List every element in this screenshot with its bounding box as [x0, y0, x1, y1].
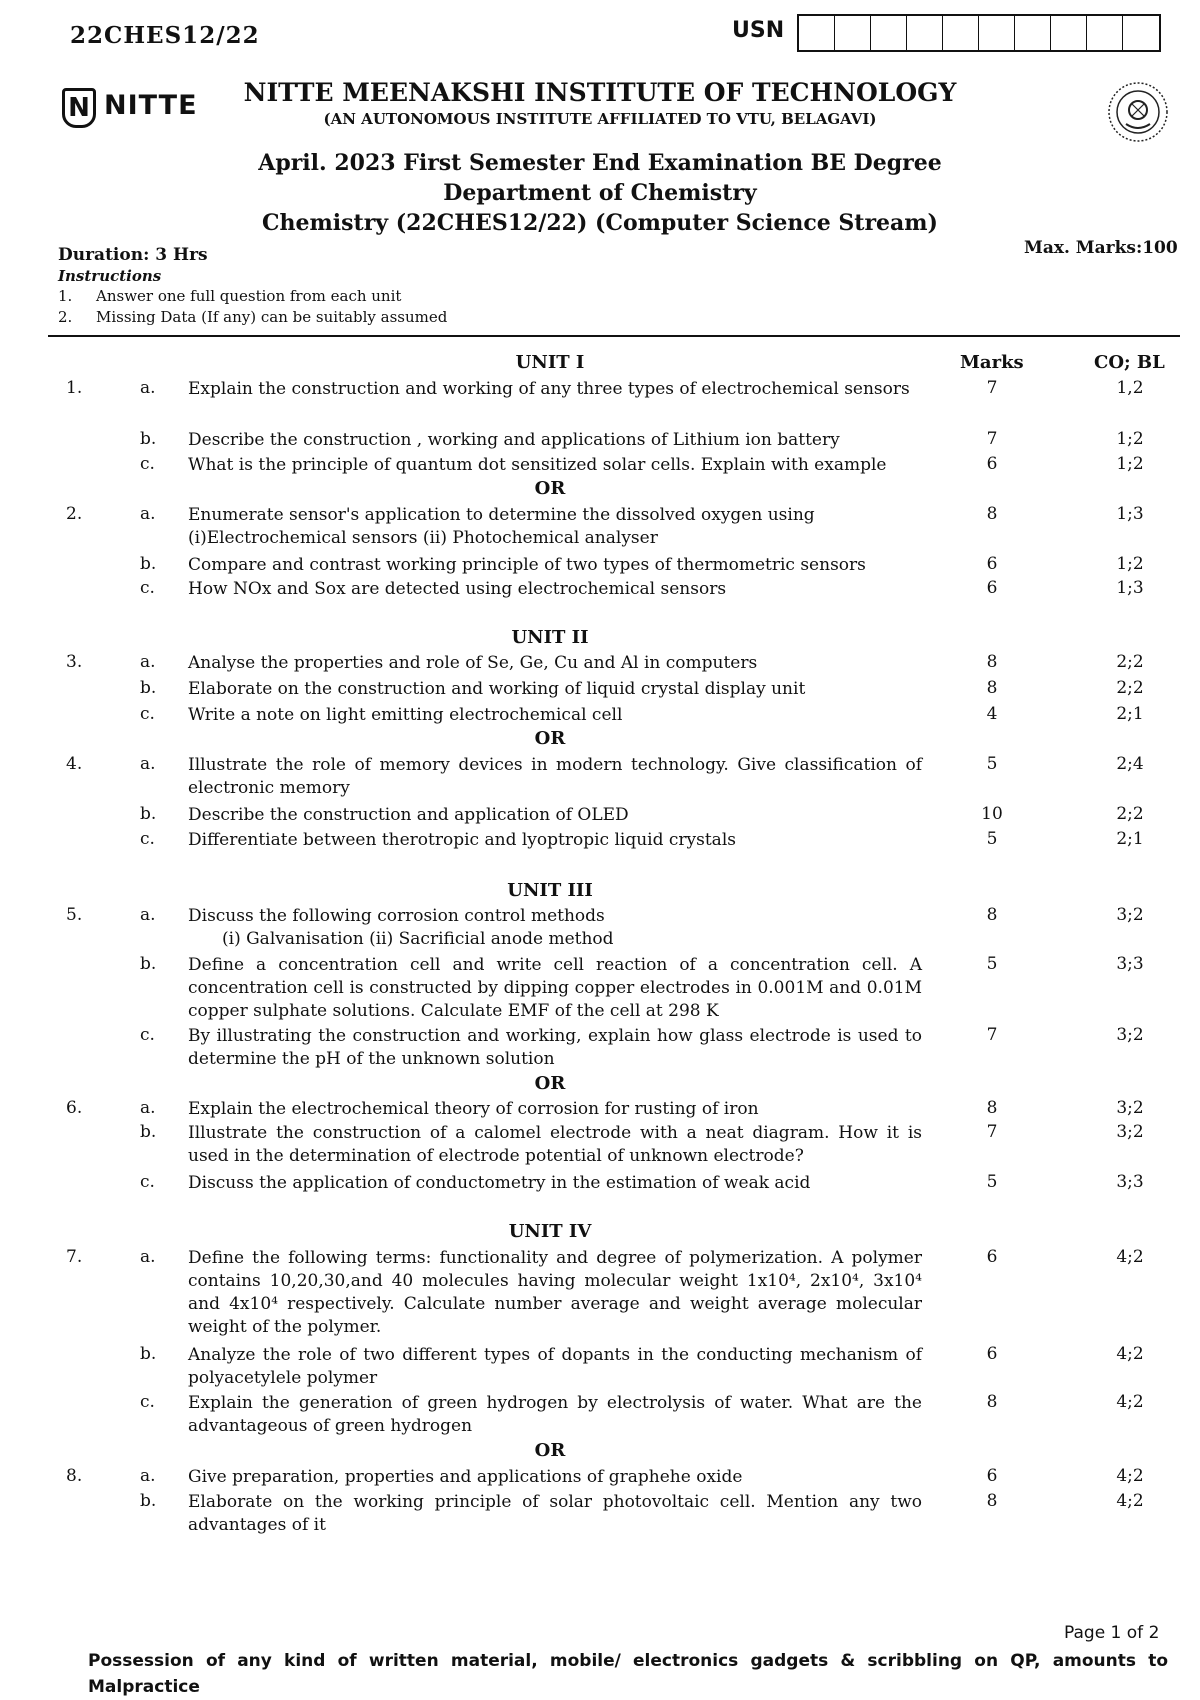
subject-code: 22CHES12/22: [70, 22, 260, 49]
or-separator: OR: [534, 1440, 566, 1461]
max-marks: Max. Marks:100: [1024, 238, 1178, 258]
instructions-title: Instructions: [58, 267, 162, 285]
department-name: Department of Chemistry: [443, 180, 757, 206]
marks-column-header: Marks: [960, 352, 1024, 373]
instruction-item: 1. Answer one full question from each unit: [58, 287, 402, 305]
instructions-list: [58, 287, 447, 329]
instruction-item: 2. Missing Data (If any) can be suitably assumed: [58, 308, 448, 326]
unit-heading: UNIT III: [507, 880, 593, 901]
page-number: Page 1 of 2: [1064, 1623, 1160, 1643]
co-bl-column-header: CO; BL: [1094, 352, 1165, 373]
unit-heading: UNIT IV: [508, 1221, 592, 1242]
unit-heading: UNIT II: [511, 627, 589, 648]
logo-text: NITTE: [104, 90, 198, 121]
institute-name: NITTE MEENAKSHI INSTITUTE OF TECHNOLOGY: [243, 78, 957, 107]
course-name: Chemistry (22CHES12/22) (Computer Science Stream): [262, 210, 938, 236]
header-divider: [48, 335, 1180, 337]
usn-label: USN: [732, 18, 785, 43]
malpractice-warning: Possession of any kind of written material, mobile/ electronics gadgets & scribbling on QP, amounts to Malpractice: [88, 1651, 1168, 1697]
or-separator: OR: [534, 1073, 566, 1094]
or-separator: OR: [534, 728, 566, 749]
institute-affiliation: (AN AUTONOMOUS INSTITUTE AFFILIATED TO VTU, BELAGAVI): [323, 110, 877, 128]
exam-title: April. 2023 First Semester End Examination BE Degree: [258, 150, 942, 176]
unit-heading: UNIT I: [515, 352, 585, 373]
duration: Duration: 3 Hrs: [58, 245, 208, 265]
logo-n-icon: N: [62, 88, 96, 128]
usn-boxes: [797, 14, 1161, 52]
or-separator: OR: [534, 478, 566, 499]
